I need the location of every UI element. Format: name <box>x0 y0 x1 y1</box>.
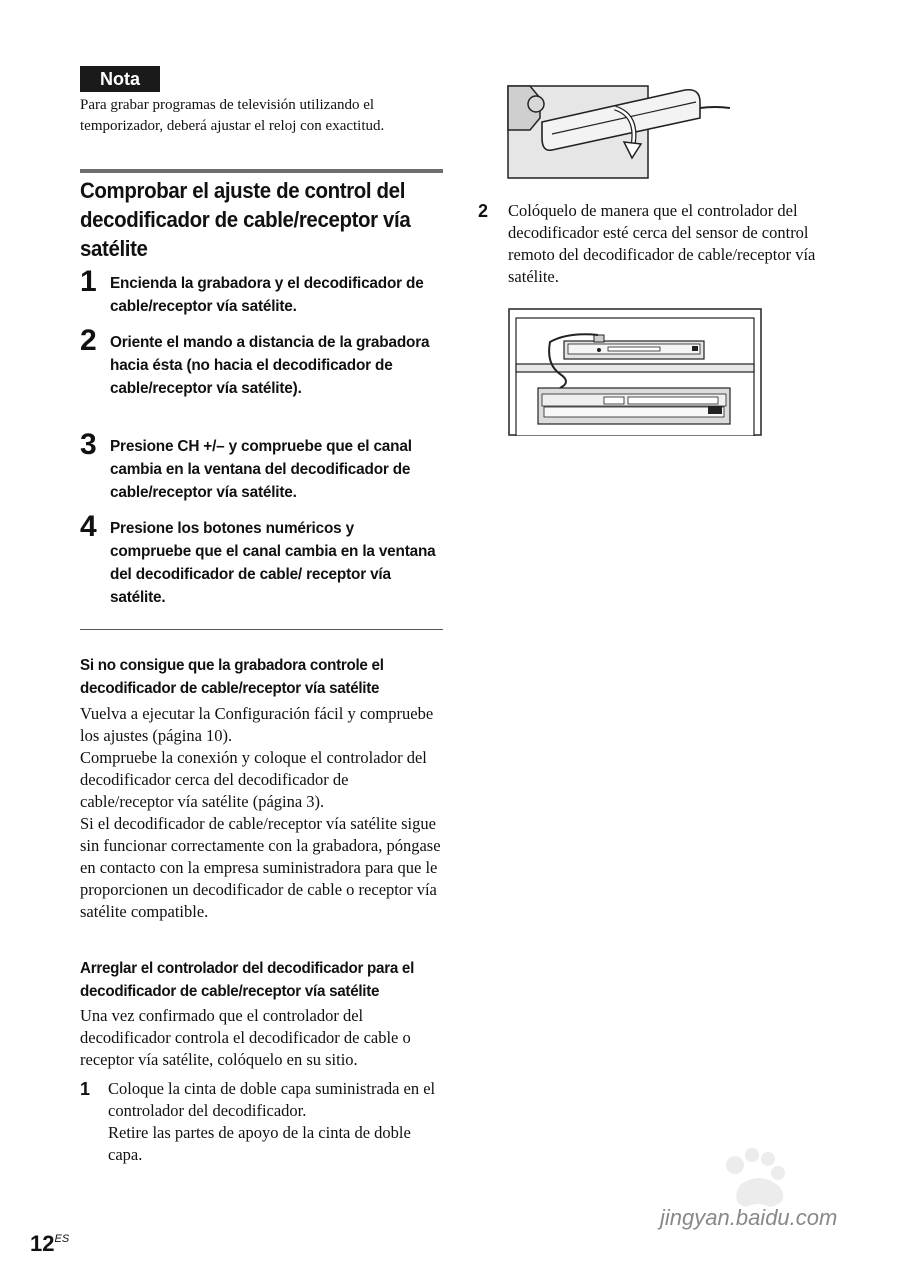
step-number: 1 <box>80 265 97 298</box>
page-language-suffix: ES <box>54 1233 70 1245</box>
arrange-intro: Una vez confirmado que el controlador del decodificador controla el decodificador de cable o receptor vía satélite, colóquelo en su sitio. <box>80 1006 411 1069</box>
step-text: Colóquelo de manera que el controlador del decodificador esté cerca del sensor de control remoto del decodificador de cable/receptor vía satélite. <box>508 201 816 286</box>
section-divider <box>80 629 443 630</box>
section-title: Comprobar el ajuste de control del decodificador de cable/receptor vía satélite <box>80 178 411 261</box>
step-text: Presione los botones numéricos y compruebe que el canal cambia en la ventana del decodificador de cable/ receptor vía satélite. <box>110 520 436 606</box>
troubleshoot-paragraph: Si el decodificador de cable/receptor vía satélite sigue sin funcionar correctamente con la grabadora, póngase en contacto con la empresa suministradora para que le proporcionen un decodificador de cable o receptor vía satélite compatible. <box>80 814 441 921</box>
shelf-placement-illustration <box>508 308 763 436</box>
step-text: Encienda la grabadora y el decodificador de cable/receptor vía satélite. <box>110 275 424 315</box>
troubleshoot-heading: Si no consigue que la grabadora controle el decodificador de cable/receptor vía satélite <box>80 657 384 697</box>
step-main-text: Coloque la cinta de doble capa suministrada en el controlador del decodificador. <box>108 1079 436 1120</box>
nota-badge: Nota <box>80 66 160 92</box>
step-number: 2 <box>478 201 489 221</box>
section-rule <box>80 169 443 173</box>
troubleshoot-paragraph: Compruebe la conexión y coloque el controlador del decodificador cerca del decodificador de cable/receptor vía satélite (página 3). <box>80 748 427 811</box>
step-text: Presione CH +/– y compruebe que el canal cambia en la ventana del decodificador de cable/receptor vía satélite. <box>110 438 412 501</box>
step-number: 2 <box>80 324 97 357</box>
step-text <box>108 1078 443 1166</box>
troubleshoot-body <box>80 703 442 923</box>
step-number: 3 <box>80 428 97 461</box>
arrange-heading: Arreglar el controlador del decodificador para el decodificador de cable/receptor vía satélite <box>80 960 415 1000</box>
step-number: 4 <box>80 510 97 543</box>
page-number-value: 12 <box>30 1231 55 1256</box>
troubleshoot-paragraph: Vuelva a ejecutar la Configuración fácil y compruebe los ajustes (página 10). <box>80 704 434 745</box>
step-number: 1 <box>80 1079 91 1099</box>
controller-tape-illustration <box>500 78 730 188</box>
page-number <box>30 1231 69 1257</box>
step-text: Oriente el mando a distancia de la grabadora hacia ésta (no hacia el decodificador de cable/receptor vía satélite). <box>110 334 430 397</box>
watermark-text: jingyan.baidu.com <box>660 1205 838 1230</box>
step-note-text: Retire las partes de apoyo de la cinta de doble capa. <box>108 1123 411 1164</box>
nota-text: Para grabar programas de televisión utilizando el temporizador, deberá ajustar el reloj con exactitud. <box>80 97 385 134</box>
